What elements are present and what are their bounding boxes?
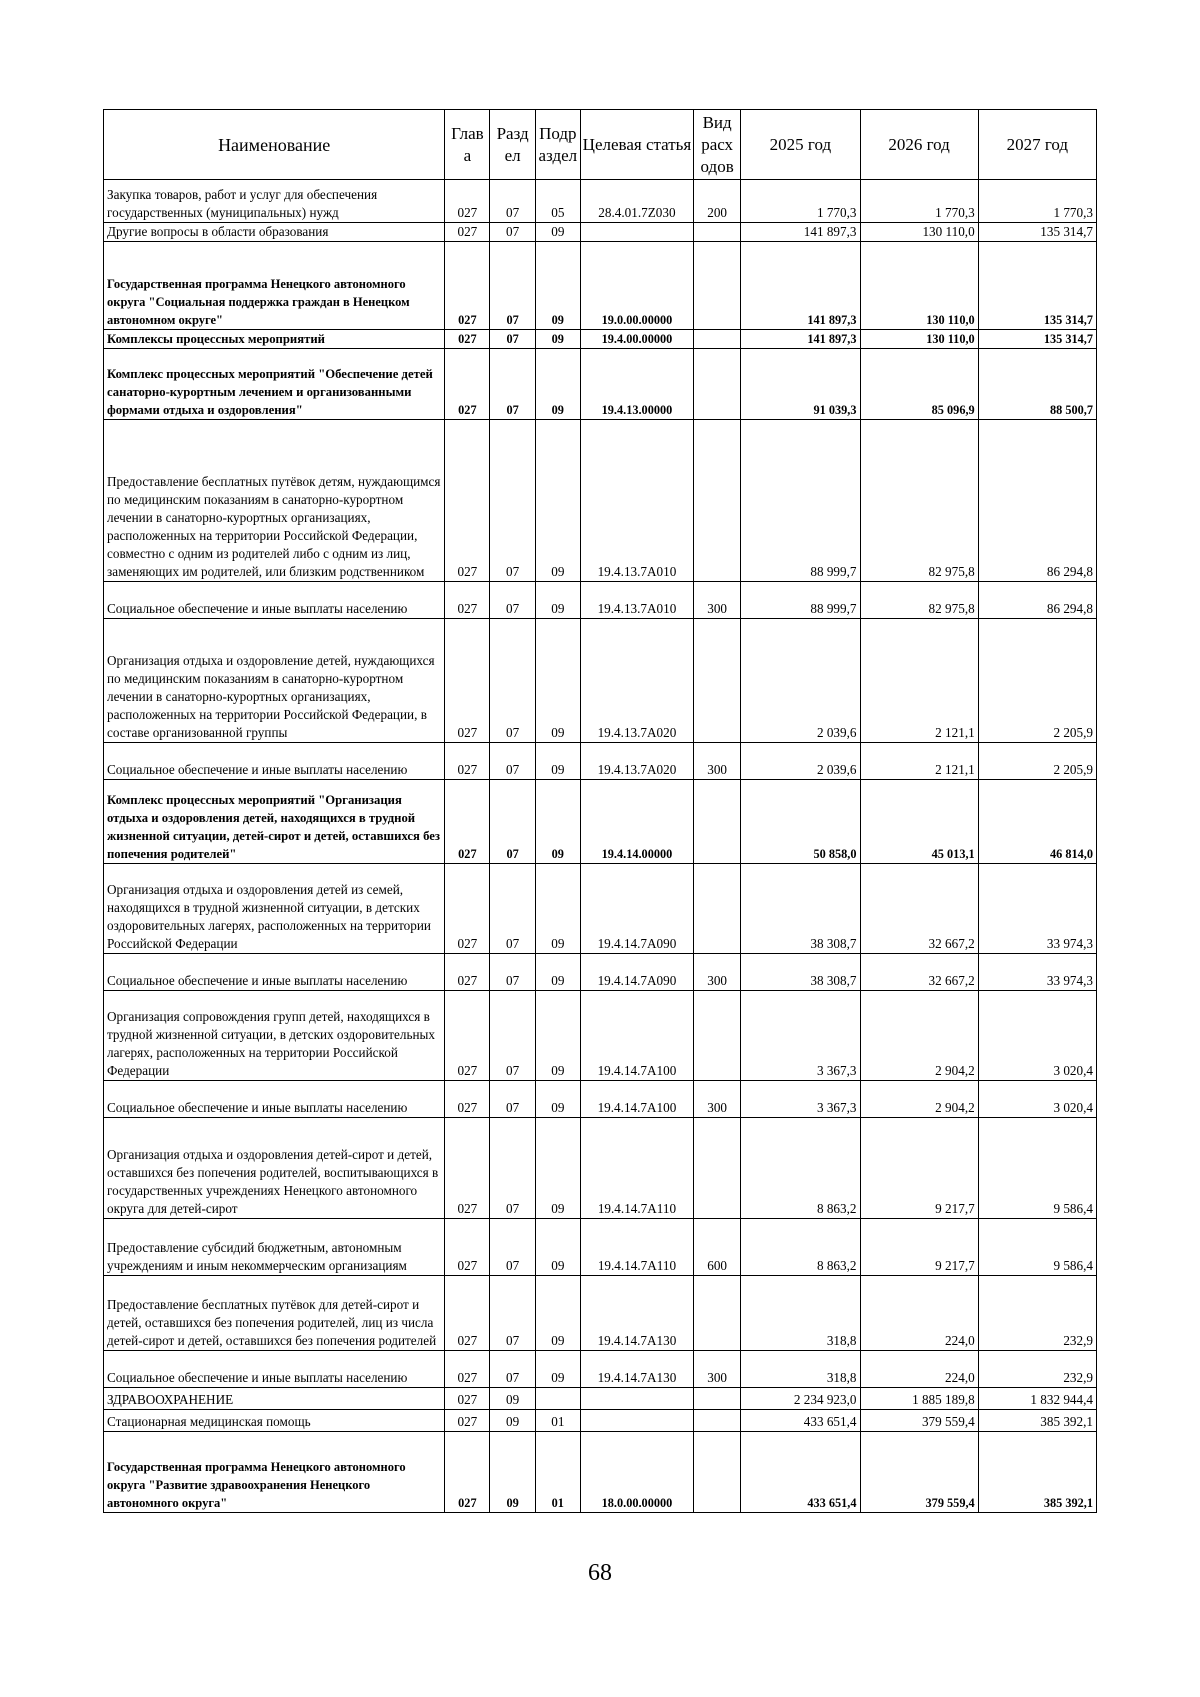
row-value-2027: 1 770,3 bbox=[978, 180, 1096, 223]
row-value-2027: 3 020,4 bbox=[978, 991, 1096, 1081]
row-value-2027: 135 314,7 bbox=[978, 242, 1096, 330]
row-chapter: 027 bbox=[445, 242, 490, 330]
row-target-article: 19.4.14.7А100 bbox=[580, 991, 693, 1081]
row-value-2027: 88 500,7 bbox=[978, 349, 1096, 420]
row-target-article: 19.4.14.7А130 bbox=[580, 1351, 693, 1388]
row-subsection: 09 bbox=[535, 349, 580, 420]
header-subsection: Подр аздел bbox=[535, 110, 580, 180]
header-expense-type: Вид расх одов bbox=[693, 110, 740, 180]
row-value-2026: 2 904,2 bbox=[860, 1081, 978, 1118]
row-value-2027: 385 392,1 bbox=[978, 1410, 1096, 1432]
row-target-article: 19.4.14.7А100 bbox=[580, 1081, 693, 1118]
row-target-article: 19.4.13.7А020 bbox=[580, 619, 693, 743]
row-subsection: 09 bbox=[535, 330, 580, 349]
header-year-2027: 2027 год bbox=[978, 110, 1096, 180]
row-expense-type bbox=[693, 223, 740, 242]
row-value-2026: 45 013,1 bbox=[860, 780, 978, 864]
row-expense-type bbox=[693, 1118, 740, 1219]
row-chapter: 027 bbox=[445, 223, 490, 242]
row-value-2027: 135 314,7 bbox=[978, 223, 1096, 242]
row-section: 07 bbox=[490, 1351, 535, 1388]
row-value-2026: 9 217,7 bbox=[860, 1219, 978, 1276]
row-value-2026: 1 885 189,8 bbox=[860, 1388, 978, 1410]
table-header-row bbox=[104, 110, 1097, 180]
row-subsection: 01 bbox=[535, 1432, 580, 1513]
row-value-2025: 88 999,7 bbox=[741, 420, 860, 582]
table-row bbox=[104, 1432, 1097, 1513]
table-row bbox=[104, 743, 1097, 780]
row-value-2025: 3 367,3 bbox=[741, 1081, 860, 1118]
row-value-2025: 3 367,3 bbox=[741, 991, 860, 1081]
row-name: Комплекс процессных мероприятий "Организация отдыха и оздоровления детей, находящихся в трудной жизненной ситуации, детей-сирот и детей, оставшихся без попечения родителей" bbox=[104, 780, 445, 864]
row-section: 07 bbox=[490, 864, 535, 954]
row-target-article: 19.4.13.00000 bbox=[580, 349, 693, 420]
row-expense-type: 600 bbox=[693, 1219, 740, 1276]
row-subsection: 09 bbox=[535, 1219, 580, 1276]
row-name: Социальное обеспечение и иные выплаты населению bbox=[104, 1351, 445, 1388]
row-subsection: 09 bbox=[535, 1081, 580, 1118]
header-name: Наименование bbox=[104, 110, 445, 180]
row-value-2027: 232,9 bbox=[978, 1276, 1096, 1351]
row-value-2025: 318,8 bbox=[741, 1351, 860, 1388]
row-expense-type bbox=[693, 420, 740, 582]
table-row bbox=[104, 180, 1097, 223]
row-value-2026: 224,0 bbox=[860, 1351, 978, 1388]
row-section: 07 bbox=[490, 1219, 535, 1276]
row-subsection: 09 bbox=[535, 1118, 580, 1219]
row-section: 07 bbox=[490, 349, 535, 420]
row-name: ЗДРАВООХРАНЕНИЕ bbox=[104, 1388, 445, 1410]
row-chapter: 027 bbox=[445, 349, 490, 420]
row-target-article: 28.4.01.7Z030 bbox=[580, 180, 693, 223]
row-chapter: 027 bbox=[445, 780, 490, 864]
row-value-2027: 86 294,8 bbox=[978, 420, 1096, 582]
row-value-2026: 2 904,2 bbox=[860, 991, 978, 1081]
row-target-article: 19.4.14.7А130 bbox=[580, 1276, 693, 1351]
row-section: 07 bbox=[490, 780, 535, 864]
table-row bbox=[104, 223, 1097, 242]
row-value-2025: 1 770,3 bbox=[741, 180, 860, 223]
row-value-2025: 8 863,2 bbox=[741, 1219, 860, 1276]
row-subsection: 09 bbox=[535, 619, 580, 743]
row-subsection: 09 bbox=[535, 223, 580, 242]
row-value-2026: 2 121,1 bbox=[860, 619, 978, 743]
row-chapter: 027 bbox=[445, 991, 490, 1081]
row-expense-type bbox=[693, 1388, 740, 1410]
row-name: Социальное обеспечение и иные выплаты населению bbox=[104, 1081, 445, 1118]
header-year-2025: 2025 год bbox=[741, 110, 860, 180]
row-subsection: 09 bbox=[535, 991, 580, 1081]
row-chapter: 027 bbox=[445, 1081, 490, 1118]
row-target-article: 19.4.13.7А020 bbox=[580, 743, 693, 780]
row-section: 07 bbox=[490, 1118, 535, 1219]
row-chapter: 027 bbox=[445, 180, 490, 223]
table-row bbox=[104, 1276, 1097, 1351]
row-chapter: 027 bbox=[445, 582, 490, 619]
table-row bbox=[104, 349, 1097, 420]
row-subsection: 09 bbox=[535, 780, 580, 864]
row-expense-type: 300 bbox=[693, 1351, 740, 1388]
row-expense-type bbox=[693, 1276, 740, 1351]
row-name: Социальное обеспечение и иные выплаты населению bbox=[104, 743, 445, 780]
row-value-2025: 2 234 923,0 bbox=[741, 1388, 860, 1410]
row-value-2025: 50 858,0 bbox=[741, 780, 860, 864]
row-value-2026: 130 110,0 bbox=[860, 223, 978, 242]
row-value-2025: 2 039,6 bbox=[741, 619, 860, 743]
row-subsection: 05 bbox=[535, 180, 580, 223]
row-chapter: 027 bbox=[445, 1219, 490, 1276]
row-value-2025: 88 999,7 bbox=[741, 582, 860, 619]
row-target-article: 19.4.00.00000 bbox=[580, 330, 693, 349]
row-chapter: 027 bbox=[445, 1118, 490, 1219]
row-name: Стационарная медицинская помощь bbox=[104, 1410, 445, 1432]
page-number: 68 bbox=[588, 1560, 612, 1586]
row-section: 07 bbox=[490, 420, 535, 582]
row-section: 07 bbox=[490, 1276, 535, 1351]
row-value-2026: 82 975,8 bbox=[860, 582, 978, 619]
row-name: Организация отдыха и оздоровления детей-сирот и детей, оставшихся без попечения родителей, воспитывающихся в государственных учреждениях Ненецкого автономного округа для детей-сирот bbox=[104, 1118, 445, 1219]
row-name: Закупка товаров, работ и услуг для обеспечения государственных (муниципальных) нужд bbox=[104, 180, 445, 223]
row-value-2027: 9 586,4 bbox=[978, 1118, 1096, 1219]
row-value-2025: 433 651,4 bbox=[741, 1410, 860, 1432]
row-subsection: 09 bbox=[535, 1276, 580, 1351]
row-value-2026: 1 770,3 bbox=[860, 180, 978, 223]
row-subsection: 01 bbox=[535, 1410, 580, 1432]
row-target-article: 19.0.00.00000 bbox=[580, 242, 693, 330]
row-section: 07 bbox=[490, 242, 535, 330]
row-target-article bbox=[580, 223, 693, 242]
row-section: 07 bbox=[490, 619, 535, 743]
row-value-2027: 385 392,1 bbox=[978, 1432, 1096, 1513]
row-target-article: 19.4.14.7А110 bbox=[580, 1118, 693, 1219]
table-row bbox=[104, 1219, 1097, 1276]
row-section: 07 bbox=[490, 180, 535, 223]
row-value-2026: 32 667,2 bbox=[860, 954, 978, 991]
row-expense-type bbox=[693, 1432, 740, 1513]
row-target-article: 18.0.00.00000 bbox=[580, 1432, 693, 1513]
table-row bbox=[104, 991, 1097, 1081]
row-value-2025: 8 863,2 bbox=[741, 1118, 860, 1219]
row-chapter: 027 bbox=[445, 1432, 490, 1513]
row-section: 07 bbox=[490, 223, 535, 242]
row-expense-type: 300 bbox=[693, 743, 740, 780]
row-expense-type bbox=[693, 619, 740, 743]
table-row bbox=[104, 1081, 1097, 1118]
row-target-article bbox=[580, 1388, 693, 1410]
row-chapter: 027 bbox=[445, 420, 490, 582]
budget-table bbox=[103, 109, 1097, 1513]
row-name: Комплексы процессных мероприятий bbox=[104, 330, 445, 349]
row-expense-type bbox=[693, 864, 740, 954]
row-chapter: 027 bbox=[445, 864, 490, 954]
header-target-article: Целевая статья bbox=[580, 110, 693, 180]
table-row bbox=[104, 780, 1097, 864]
row-target-article: 19.4.13.7А010 bbox=[580, 582, 693, 619]
row-chapter: 027 bbox=[445, 954, 490, 991]
row-expense-type: 300 bbox=[693, 1081, 740, 1118]
row-name: Предоставление бесплатных путёвок детям, нуждающимся по медицинским показаниям в санаторно-курортном лечении в санаторно-курортных организациях, расположенных на территории Российской Федерации, совместно с одним из родителей либо с одним из лиц, заменяющих им родителей, или близким родственником bbox=[104, 420, 445, 582]
row-target-article bbox=[580, 1410, 693, 1432]
row-value-2027: 3 020,4 bbox=[978, 1081, 1096, 1118]
table-body bbox=[104, 180, 1097, 1513]
row-expense-type bbox=[693, 330, 740, 349]
row-value-2026: 379 559,4 bbox=[860, 1410, 978, 1432]
row-section: 07 bbox=[490, 991, 535, 1081]
row-section: 07 bbox=[490, 582, 535, 619]
row-expense-type bbox=[693, 780, 740, 864]
row-chapter: 027 bbox=[445, 1410, 490, 1432]
row-value-2025: 141 897,3 bbox=[741, 242, 860, 330]
row-chapter: 027 bbox=[445, 743, 490, 780]
row-expense-type bbox=[693, 991, 740, 1081]
table-row bbox=[104, 1410, 1097, 1432]
row-value-2027: 9 586,4 bbox=[978, 1219, 1096, 1276]
table-row bbox=[104, 420, 1097, 582]
row-value-2025: 38 308,7 bbox=[741, 954, 860, 991]
row-target-article: 19.4.14.00000 bbox=[580, 780, 693, 864]
row-target-article: 19.4.14.7А110 bbox=[580, 1219, 693, 1276]
row-expense-type: 200 bbox=[693, 180, 740, 223]
row-expense-type: 300 bbox=[693, 582, 740, 619]
row-value-2025: 433 651,4 bbox=[741, 1432, 860, 1513]
table-row bbox=[104, 1118, 1097, 1219]
row-value-2026: 85 096,9 bbox=[860, 349, 978, 420]
row-value-2026: 32 667,2 bbox=[860, 864, 978, 954]
row-subsection: 09 bbox=[535, 420, 580, 582]
row-name: Другие вопросы в области образования bbox=[104, 223, 445, 242]
row-target-article: 19.4.14.7А090 bbox=[580, 864, 693, 954]
row-subsection: 09 bbox=[535, 743, 580, 780]
table-row bbox=[104, 864, 1097, 954]
row-value-2027: 1 832 944,4 bbox=[978, 1388, 1096, 1410]
row-section: 09 bbox=[490, 1432, 535, 1513]
row-name: Социальное обеспечение и иные выплаты населению bbox=[104, 954, 445, 991]
row-subsection: 09 bbox=[535, 582, 580, 619]
row-section: 07 bbox=[490, 743, 535, 780]
row-value-2027: 232,9 bbox=[978, 1351, 1096, 1388]
table-row bbox=[104, 954, 1097, 991]
row-chapter: 027 bbox=[445, 1388, 490, 1410]
row-subsection: 09 bbox=[535, 1351, 580, 1388]
row-expense-type: 300 bbox=[693, 954, 740, 991]
row-name: Предоставление бесплатных путёвок для детей-сирот и детей, оставшихся без попечения родителей, лиц из числа детей-сирот и детей, оставшихся без попечения родителей bbox=[104, 1276, 445, 1351]
table-row bbox=[104, 1388, 1097, 1410]
row-section: 07 bbox=[490, 954, 535, 991]
row-value-2025: 141 897,3 bbox=[741, 330, 860, 349]
row-value-2026: 9 217,7 bbox=[860, 1118, 978, 1219]
row-value-2025: 318,8 bbox=[741, 1276, 860, 1351]
row-name: Социальное обеспечение и иные выплаты населению bbox=[104, 582, 445, 619]
row-value-2027: 33 974,3 bbox=[978, 864, 1096, 954]
row-name: Государственная программа Ненецкого автономного округа "Развитие здравоохранения Ненецкого автономного округа" bbox=[104, 1432, 445, 1513]
row-value-2027: 2 205,9 bbox=[978, 619, 1096, 743]
row-subsection: 09 bbox=[535, 864, 580, 954]
row-value-2025: 38 308,7 bbox=[741, 864, 860, 954]
row-value-2026: 2 121,1 bbox=[860, 743, 978, 780]
table-row bbox=[104, 619, 1097, 743]
row-section: 07 bbox=[490, 1081, 535, 1118]
table-row bbox=[104, 242, 1097, 330]
row-name: Организация отдыха и оздоровления детей из семей, находящихся в трудной жизненной ситуации, в детских оздоровительных лагерях, расположенных на территории Российской Федерации bbox=[104, 864, 445, 954]
row-chapter: 027 bbox=[445, 1351, 490, 1388]
table-row bbox=[104, 330, 1097, 349]
row-name: Организация сопровождения групп детей, находящихся в трудной жизненной ситуации, в детских оздоровительных лагерях, расположенных на территории Российской Федерации bbox=[104, 991, 445, 1081]
row-name: Комплекс процессных мероприятий "Обеспечение детей санаторно-курортным лечением и организованными формами отдыха и оздоровления" bbox=[104, 349, 445, 420]
row-value-2025: 2 039,6 bbox=[741, 743, 860, 780]
row-value-2027: 2 205,9 bbox=[978, 743, 1096, 780]
header-chapter: Глав а bbox=[445, 110, 490, 180]
header-year-2026: 2026 год bbox=[860, 110, 978, 180]
row-name: Предоставление субсидий бюджетным, автономным учреждениям и иным некоммерческим организациям bbox=[104, 1219, 445, 1276]
row-name: Государственная программа Ненецкого автономного округа "Социальная поддержка граждан в Ненецком автономном округе" bbox=[104, 242, 445, 330]
row-value-2027: 33 974,3 bbox=[978, 954, 1096, 991]
row-expense-type bbox=[693, 242, 740, 330]
row-value-2027: 135 314,7 bbox=[978, 330, 1096, 349]
row-value-2026: 224,0 bbox=[860, 1276, 978, 1351]
row-section: 07 bbox=[490, 330, 535, 349]
row-expense-type bbox=[693, 349, 740, 420]
row-name: Организация отдыха и оздоровление детей, нуждающихся по медицинским показаниям в санаторно-курортном лечении в санаторно-курортных организациях, расположенных на территории Российской Федерации, в составе организованной группы bbox=[104, 619, 445, 743]
table-row bbox=[104, 582, 1097, 619]
row-chapter: 027 bbox=[445, 330, 490, 349]
row-target-article: 19.4.13.7А010 bbox=[580, 420, 693, 582]
row-subsection: 09 bbox=[535, 954, 580, 991]
row-value-2026: 130 110,0 bbox=[860, 242, 978, 330]
table-row bbox=[104, 1351, 1097, 1388]
row-value-2026: 379 559,4 bbox=[860, 1432, 978, 1513]
row-chapter: 027 bbox=[445, 619, 490, 743]
row-subsection: 09 bbox=[535, 242, 580, 330]
row-value-2025: 141 897,3 bbox=[741, 223, 860, 242]
row-section: 09 bbox=[490, 1388, 535, 1410]
header-section: Разд ел bbox=[490, 110, 535, 180]
row-value-2026: 82 975,8 bbox=[860, 420, 978, 582]
row-value-2027: 86 294,8 bbox=[978, 582, 1096, 619]
row-value-2026: 130 110,0 bbox=[860, 330, 978, 349]
row-value-2025: 91 039,3 bbox=[741, 349, 860, 420]
row-target-article: 19.4.14.7А090 bbox=[580, 954, 693, 991]
row-expense-type bbox=[693, 1410, 740, 1432]
row-section: 09 bbox=[490, 1410, 535, 1432]
row-value-2027: 46 814,0 bbox=[978, 780, 1096, 864]
row-chapter: 027 bbox=[445, 1276, 490, 1351]
row-subsection bbox=[535, 1388, 580, 1410]
